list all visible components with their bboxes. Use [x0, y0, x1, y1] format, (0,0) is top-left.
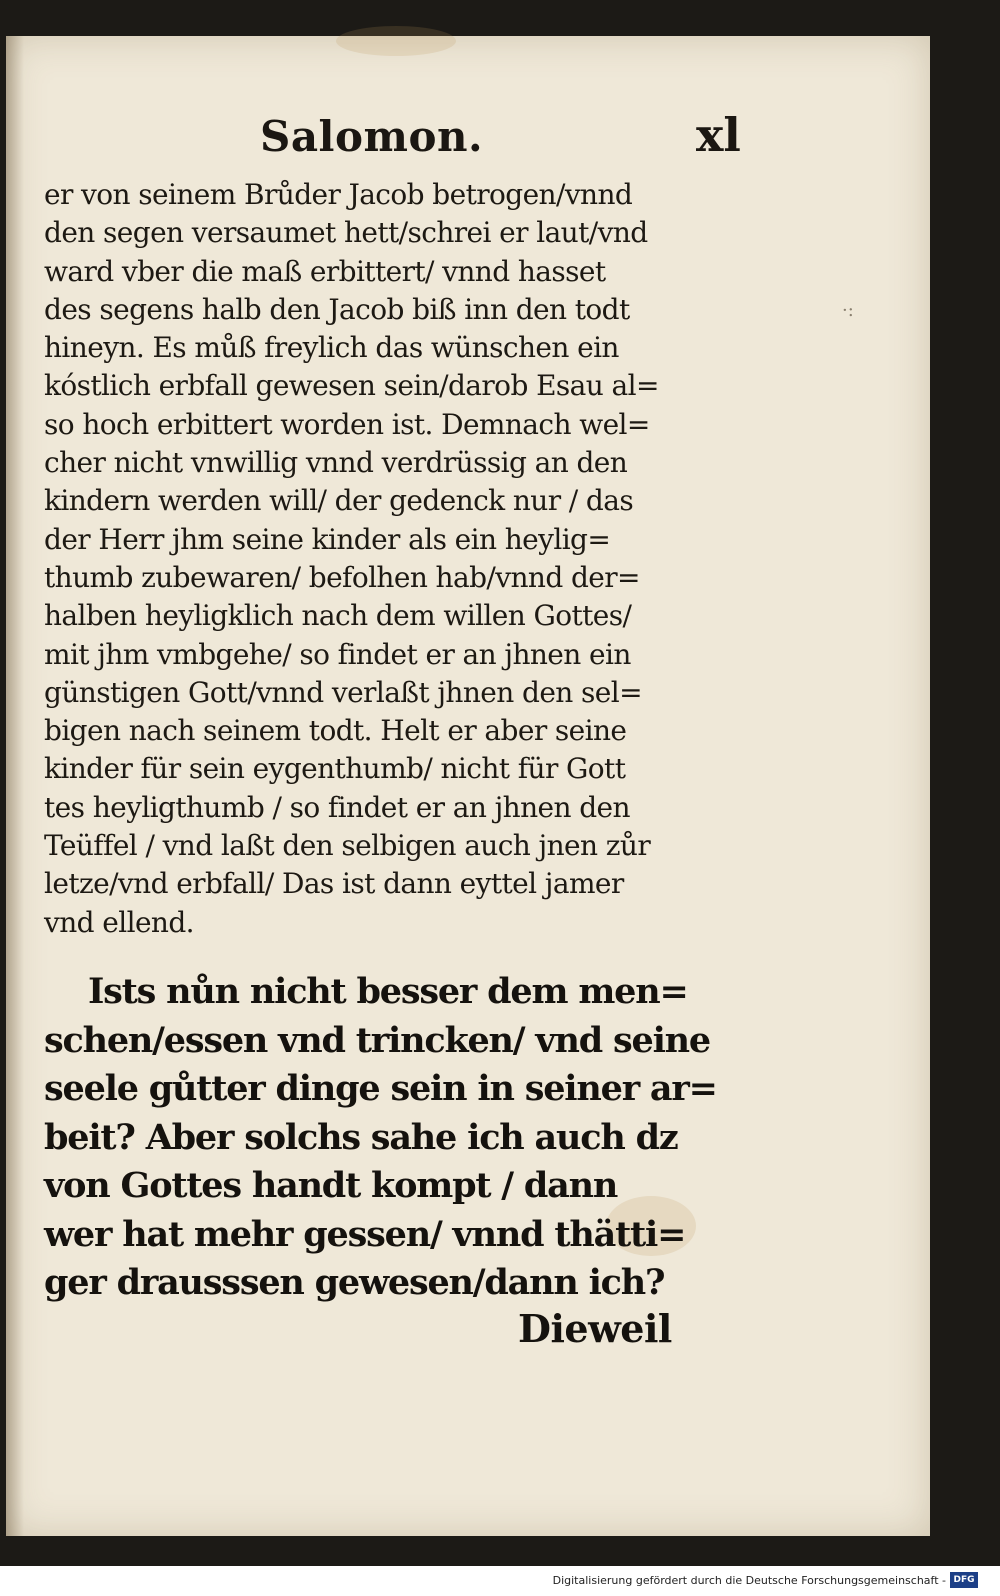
text-line: günstigen Gott/vnnd verlaßt jhnen den sel= [44, 675, 642, 709]
text-line: hineyn. Es můß freylich das wünschen ein [44, 331, 619, 365]
verse-line: seele gůtter dinge sein in seiner ar= [44, 1068, 717, 1109]
text-line: kóstlich erbfall gewesen sein/darob Esau al= [44, 369, 659, 403]
text-line: halben heyligklich nach dem willen Gottes/ [44, 599, 632, 633]
book-page [6, 36, 930, 1536]
text-line: kindern werden will/ der gedenck nur / das [44, 484, 634, 518]
commentary-text [44, 176, 684, 942]
text-line: mit jhm vmbgehe/ so findet er an jhnen ein [44, 637, 631, 671]
verse-line: schen/essen vnd trincken/ vnd seine [44, 1019, 710, 1061]
text-line: cher nicht vnwillig vnnd verdrüssig an den [44, 446, 628, 480]
footer-bar [0, 1566, 1000, 1596]
verse-line: beit? Aber solchs sahe ich auch dz [44, 1116, 678, 1158]
text-line: der Herr jhm seine kinder als ein heylig= [44, 522, 611, 556]
verse-line: Ists nůn nicht besser dem men= [88, 971, 688, 1012]
text-line: tes heyligthumb / so findet er an jhnen den [44, 790, 630, 824]
funding-credit: Digitalisierung gefördert durch die Deutsche Forschungsgemeinschaft - [552, 1574, 946, 1587]
text-line: ward vber die maß erbittert/ vnnd hasset [44, 254, 606, 288]
text-line: letze/vnd erbfall/ Das ist dann eyttel jamer [44, 867, 624, 901]
verse-line: wer hat mehr gessen/ vnnd thätti= [44, 1213, 686, 1255]
verse-line: ger drausssen gewesen/dann ich? [44, 1262, 665, 1303]
scripture-verse [44, 968, 717, 1308]
page-header [6, 108, 930, 172]
text-line: so hoch erbittert worden ist. Demnach wel= [44, 407, 650, 441]
text-line: er von seinem Brůder Jacob betrogen/vnnd [44, 178, 633, 211]
text-line: Teüffel / vnd laßt den selbigen auch jnen zůr [44, 829, 651, 863]
text-line: den segen versaumet hett/schrei er laut/vnd [44, 216, 648, 250]
text-line: kinder für sein eygenthumb/ nicht für Gott [44, 752, 626, 786]
margin-mark: ·: [842, 300, 854, 321]
catchword: Dieweil [518, 1306, 672, 1351]
folio-number: xl [696, 108, 741, 162]
text-line: vnd ellend. [44, 905, 194, 939]
running-title: Salomon. [260, 112, 484, 161]
paper-stain [336, 26, 456, 56]
text-line: thumb zubewaren/ befolhen hab/vnnd der= [44, 560, 640, 594]
text-line: bigen nach seinem todt. Helt er aber seine [44, 714, 627, 748]
dfg-logo: DFG [950, 1572, 978, 1588]
text-line: des segens halb den Jacob biß inn den todt [44, 292, 630, 326]
verse-line: von Gottes handt kompt / dann [44, 1165, 618, 1206]
